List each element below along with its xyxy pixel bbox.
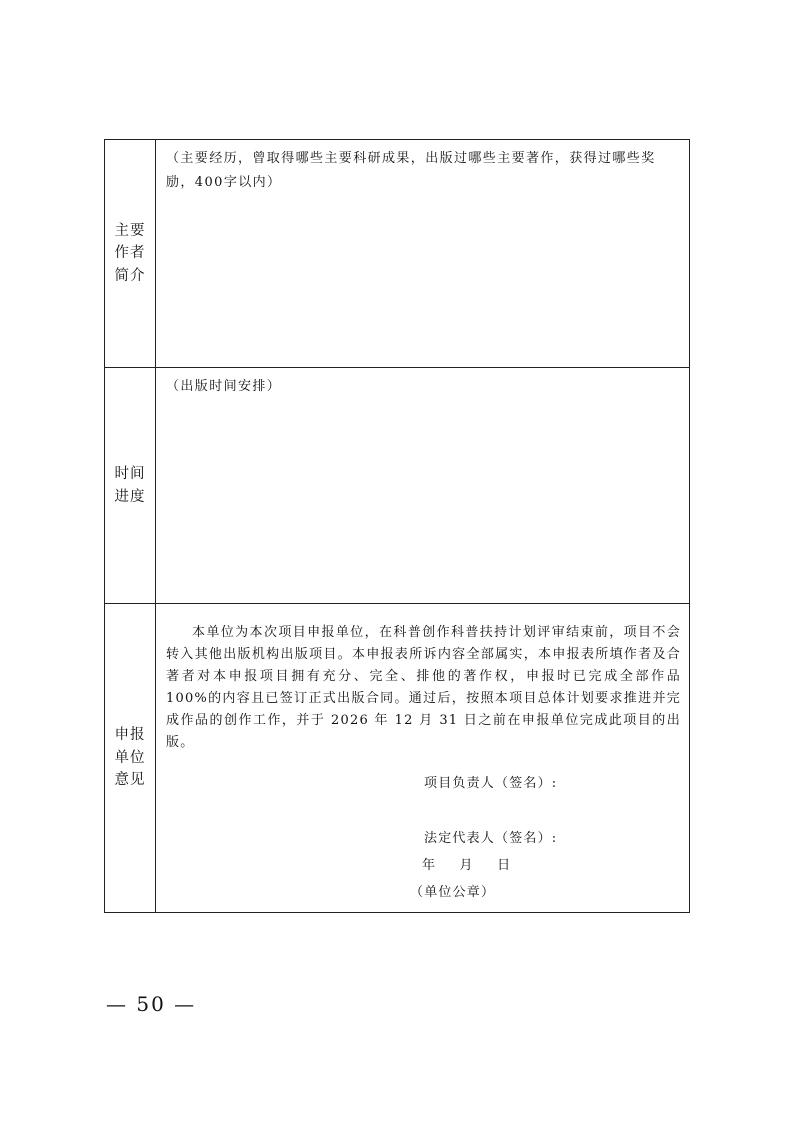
schedule-instructions: （出版时间安排） [166, 379, 282, 394]
label-line: 单位 [114, 749, 146, 766]
schedule-row [105, 368, 690, 604]
label-line: 主要 [114, 222, 146, 239]
schedule-content [156, 368, 690, 604]
label-line: 时间 [114, 466, 146, 482]
schedule-label [105, 368, 156, 604]
unit-seal-line: （单位公章） [410, 885, 496, 900]
project-leader-signature-line: 项目负责人（签名）: [424, 776, 558, 791]
date-line: 年 月 日 [422, 858, 512, 873]
application-form-table [104, 139, 690, 913]
label-line: 意见 [114, 772, 146, 789]
page-number: — 50 — [106, 992, 197, 1016]
author-intro-instructions: （主要经历，曾取得哪些主要科研成果，出版过哪些主要著作，获得过哪些奖励，400字以内） [166, 151, 656, 190]
label-line: 申报 [114, 727, 146, 744]
unit-opinion-row [105, 604, 690, 913]
unit-opinion-content [156, 604, 690, 913]
author-intro-content [156, 140, 690, 368]
unit-opinion-label [105, 604, 156, 913]
author-intro-label [105, 140, 156, 368]
label-line: 作者 [114, 245, 146, 262]
legal-representative-signature-line: 法定代表人（签名）: [424, 831, 558, 846]
label-line: 进度 [114, 488, 146, 505]
declaration-paragraph: 本单位为本次项目申报单位，在科普创作科普扶持计划评审结束前，项目不会转入其他出版机构出版项目。本申报表所诉内容全部属实，本申报表所填作者及合著者对本申报项目拥有充分、完全、排他的著作权，申报时已完成全部作品 100%的内容且已签订正式出版合同。通过后，按照本项目总体计划要求推进并完成作品的创作工作，并于 2026 年 12 月 31 日之前在申报单位完成此项目的出版。 [166, 625, 681, 750]
label-line: 简介 [114, 267, 146, 284]
author-intro-row [105, 140, 690, 368]
